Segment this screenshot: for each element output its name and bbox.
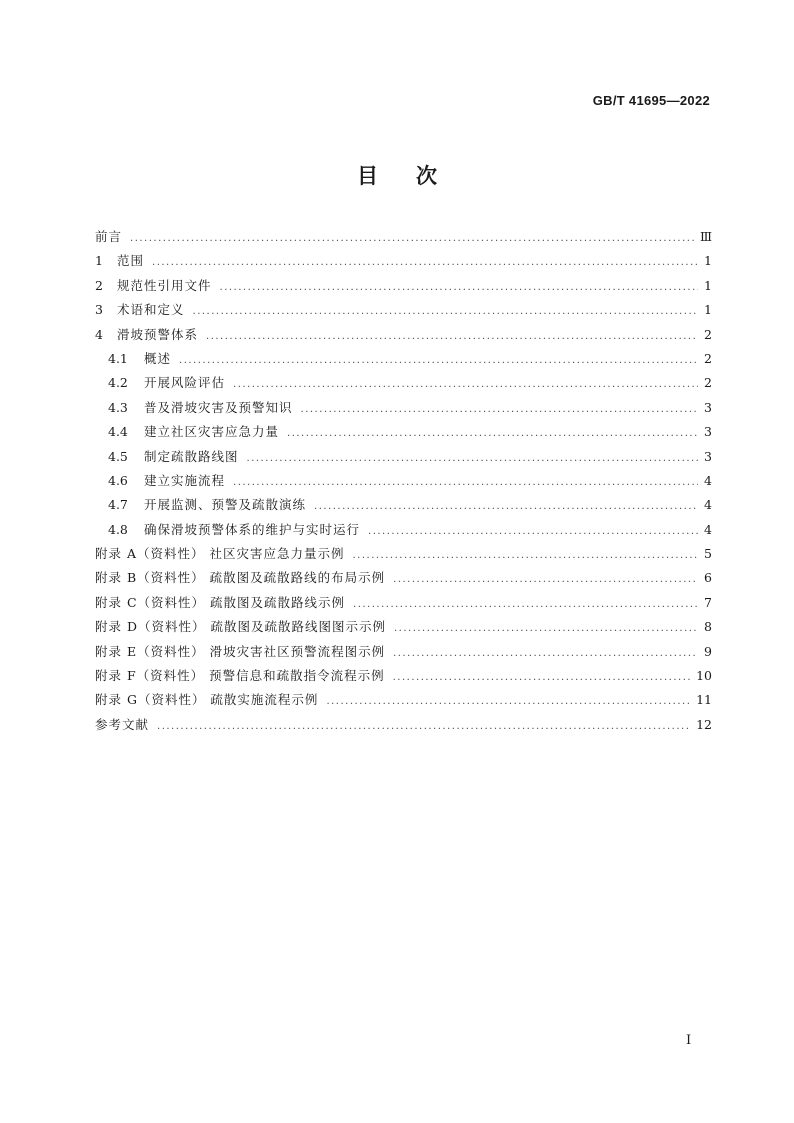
toc-label: 参考文献 [95, 716, 150, 732]
toc-entry-4-4[interactable] [95, 422, 712, 446]
toc-leader-dots [393, 648, 698, 659]
toc-page-number: 3 [704, 424, 712, 440]
toc-number: 4.5 [108, 448, 128, 464]
toc-leader-dots [157, 721, 690, 732]
toc-number: 4.7 [108, 497, 128, 513]
toc-leader-dots [301, 404, 698, 415]
toc-entry-4-8[interactable] [95, 520, 712, 544]
toc-leader-dots [393, 574, 698, 585]
toc-entry-4-1[interactable] [95, 349, 712, 373]
page-number: I [686, 1033, 692, 1048]
toc-label: 概述 [144, 350, 172, 366]
toc-entry-2[interactable] [95, 276, 712, 300]
toc-label: 前言 [95, 229, 123, 244]
toc-entry-4-7[interactable] [95, 495, 712, 519]
table-of-contents [95, 227, 712, 739]
toc-leader-dots [326, 696, 690, 707]
toc-leader-dots [247, 453, 698, 464]
toc-page-number: 11 [696, 692, 712, 708]
toc-entry-4[interactable] [95, 325, 712, 349]
toc-number: 4.6 [108, 472, 128, 488]
toc-number: 4 [95, 326, 103, 342]
toc-leader-dots [393, 672, 690, 683]
toc-entry-appendix-g[interactable] [95, 690, 712, 714]
toc-number: 4.8 [108, 521, 128, 537]
toc-page-number: Ⅲ [699, 229, 712, 244]
toc-page-number: 4 [704, 497, 712, 513]
toc-label: 开展风险评估 [144, 375, 226, 391]
toc-label: 范围 [117, 253, 145, 269]
standard-code: GB/T 41695—2022 [592, 93, 710, 108]
toc-page-number: 3 [704, 399, 712, 415]
toc-page-number: 12 [696, 716, 712, 732]
toc-number: 3 [95, 302, 103, 318]
toc-page-number: 7 [704, 594, 712, 610]
toc-leader-dots [130, 233, 694, 244]
toc-entry-1[interactable] [95, 251, 712, 275]
toc-page-number: 6 [704, 570, 712, 586]
toc-label: 制定疏散路线图 [144, 448, 239, 464]
toc-entry-3[interactable] [95, 300, 712, 324]
toc-entry-4-2[interactable] [95, 373, 712, 397]
toc-entry-appendix-c[interactable] [95, 593, 712, 617]
toc-page-number: 1 [704, 277, 712, 293]
toc-entry-appendix-f[interactable] [95, 666, 712, 690]
toc-leader-dots [314, 501, 698, 512]
toc-label: 附录 A（资料性） 社区灾害应急力量示例 [95, 546, 345, 562]
toc-number: 4.1 [108, 350, 128, 366]
toc-page-number: 10 [696, 668, 712, 684]
toc-page-number: 2 [704, 326, 712, 342]
toc-label: 附录 B（资料性） 疏散图及疏散路线的布局示例 [95, 570, 386, 586]
toc-leader-dots [206, 331, 698, 342]
toc-page-number: 2 [704, 350, 712, 366]
page-title: 目次 [357, 164, 475, 188]
toc-entry-foreword[interactable] [95, 227, 712, 251]
toc-label: 附录 E（资料性） 滑坡灾害社区预警流程图示例 [95, 643, 386, 659]
toc-page-number: 4 [704, 472, 712, 488]
toc-label: 建立社区灾害应急力量 [144, 424, 280, 440]
toc-entry-appendix-b[interactable] [95, 568, 712, 592]
toc-leader-dots [220, 282, 698, 293]
toc-leader-dots [193, 306, 698, 317]
toc-label: 确保滑坡预警体系的维护与实时运行 [144, 521, 361, 537]
toc-leader-dots [287, 428, 698, 439]
toc-page-number: 3 [704, 448, 712, 464]
toc-entry-appendix-a[interactable] [95, 544, 712, 568]
toc-leader-dots [179, 355, 698, 366]
toc-number: 4.4 [108, 424, 128, 440]
toc-label: 术语和定义 [117, 302, 185, 318]
toc-number: 2 [95, 277, 103, 293]
toc-leader-dots [233, 477, 698, 488]
toc-number: 4.3 [108, 399, 128, 415]
toc-leader-dots [394, 623, 698, 634]
toc-leader-dots [233, 379, 698, 390]
toc-entry-4-3[interactable] [95, 398, 712, 422]
toc-entry-4-5[interactable] [95, 447, 712, 471]
toc-label: 建立实施流程 [144, 472, 226, 488]
toc-entry-bibliography[interactable] [95, 715, 712, 739]
toc-page-number: 9 [704, 643, 712, 659]
toc-page-number: 1 [704, 302, 712, 318]
toc-entry-appendix-e[interactable] [95, 642, 712, 666]
toc-entry-4-6[interactable] [95, 471, 712, 495]
toc-leader-dots [353, 599, 698, 610]
toc-page-number: 1 [704, 253, 712, 269]
toc-leader-dots [352, 550, 698, 561]
toc-number: 1 [95, 253, 103, 269]
toc-page-number: 4 [704, 521, 712, 537]
toc-label: 滑坡预警体系 [117, 326, 199, 342]
toc-page-number: 5 [704, 546, 712, 562]
toc-label: 规范性引用文件 [117, 277, 212, 293]
toc-page-number: 2 [704, 375, 712, 391]
toc-label: 附录 D（资料性） 疏散图及疏散路线图图示示例 [95, 619, 386, 635]
toc-label: 普及滑坡灾害及预警知识 [144, 399, 293, 415]
toc-entry-appendix-d[interactable] [95, 617, 712, 641]
toc-page-number: 8 [704, 619, 712, 635]
toc-leader-dots [368, 526, 698, 537]
toc-label: 开展监测、预警及疏散演练 [144, 497, 307, 513]
toc-label: 附录 G（资料性） 疏散实施流程示例 [95, 692, 319, 708]
toc-number: 4.2 [108, 375, 128, 391]
toc-leader-dots [152, 257, 698, 268]
toc-label: 附录 C（资料性） 疏散图及疏散路线示例 [95, 594, 346, 610]
toc-label: 附录 F（资料性） 预警信息和疏散指令流程示例 [95, 668, 385, 684]
